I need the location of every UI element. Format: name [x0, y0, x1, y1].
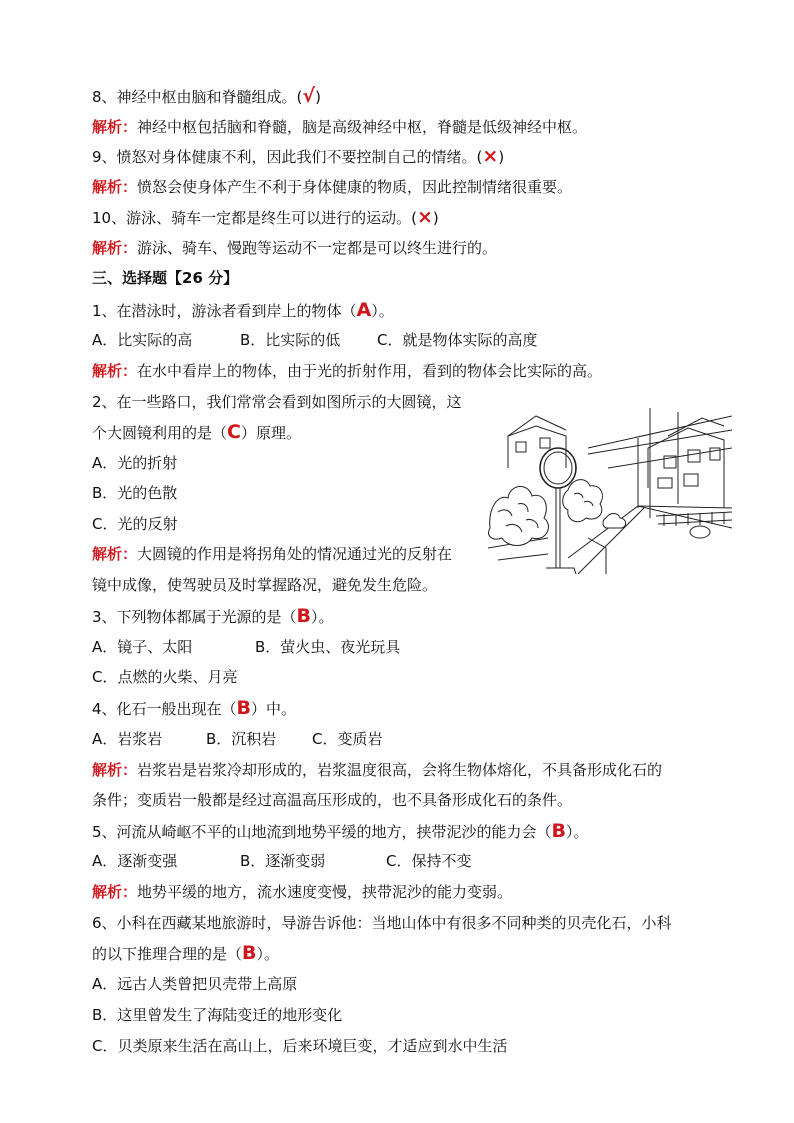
option-3c: C．点燃的火柴、月亮 — [92, 668, 238, 686]
options-1: A．比实际的高 B．比实际的低 C．就是物体实际的高度 — [92, 331, 538, 349]
answer-mark: × — [482, 145, 499, 167]
question-8: 8、神经中枢由脑和脊髓组成。(√) — [92, 85, 321, 107]
explanation-2-line1: 解析：大圆镜的作用是将拐角处的情况通过光的反射在 — [92, 545, 453, 563]
option-2c: C．光的反射 — [92, 515, 178, 533]
answer-mark: × — [416, 206, 433, 228]
options-3: A．镜子、太阳 B．萤火虫、夜光玩具 — [92, 638, 401, 656]
explanation-9: 解析：愤怒会使身体产生不利于身体健康的物质，因此控制情绪很重要。 — [92, 178, 573, 196]
explanation-4-line1: 解析：岩浆岩是岩浆冷却形成的，岩浆温度很高，会将生物体熔化，不具备形成化石的 — [92, 761, 663, 779]
street-mirror-illustration — [488, 408, 732, 574]
explanation-5: 解析：地势平缓的地方，流水速度变慢，挟带泥沙的能力变弱。 — [92, 883, 513, 901]
explanation-2-line2: 镜中成像，使驾驶员及时掌握路况，避免发生危险。 — [92, 576, 438, 594]
answer-mark: √ — [302, 85, 316, 107]
option-2a: A．光的折射 — [92, 454, 178, 472]
question-6-line2: 的以下推理合理的是（B）。 — [92, 942, 280, 964]
answer-mark: C — [227, 421, 241, 443]
question-5: 5、河流从崎岖不平的山地流到地势平缓的地方，挟带泥沙的能力会（B）。 — [92, 820, 589, 842]
explanation-8: 解析：神经中枢包括脑和脊髓，脑是高级神经中枢，脊髓是低级神经中枢。 — [92, 118, 588, 136]
question-2-line1: 2、在一些路口，我们常常会看到如图所示的大圆镜，这 — [92, 393, 462, 411]
question-9: 9、愤怒对身体健康不利，因此我们不要控制自己的情绪。(×) — [92, 145, 505, 167]
answer-mark: B — [236, 697, 252, 719]
section-heading: 三、选择题【26 分】 — [92, 269, 239, 287]
question-10: 10、游泳、骑车一定都是终生可以进行的运动。(×) — [92, 206, 439, 228]
option-6c: C．贝类原来生活在高山上，后来环境巨变，才适应到水中生活 — [92, 1037, 508, 1055]
option-6a: A．远古人类曾把贝壳带上高原 — [92, 975, 298, 993]
question-4: 4、化石一般出现在（B）中。 — [92, 697, 297, 719]
question-1: 1、在潜泳时，游泳者看到岸上的物体（A）。 — [92, 299, 394, 321]
explanation-10: 解析：游泳、骑车、慢跑等运动不一定都是可以终生进行的。 — [92, 239, 498, 257]
answer-mark: A — [356, 299, 372, 321]
options-5: A．逐渐变强 B．逐渐变弱 C．保持不变 — [92, 852, 472, 870]
answer-mark: B — [242, 942, 257, 964]
explanation-1: 解析：在水中看岸上的物体，由于光的折射作用，看到的物体会比实际的高。 — [92, 362, 603, 380]
option-2b: B．光的色散 — [92, 484, 178, 502]
question-3: 3、下列物体都属于光源的是（B）。 — [92, 605, 334, 627]
question-6-line1: 6、小科在西藏某地旅游时，导游告诉他：当地山体中有很多不同种类的贝壳化石，小科 — [92, 914, 672, 932]
question-2-line2: 个大圆镜利用的是（C）原理。 — [92, 421, 301, 443]
answer-mark: B — [296, 605, 312, 627]
option-6b: B．这里曾发生了海陆变迁的地形变化 — [92, 1006, 343, 1024]
options-4: A．岩浆岩 B．沉积岩 C．变质岩 — [92, 730, 383, 748]
answer-mark: B — [551, 820, 567, 842]
explanation-4-line2: 条件；变质岩一般都是经过高温高压形成的，也不具备形成化石的条件。 — [92, 791, 573, 809]
